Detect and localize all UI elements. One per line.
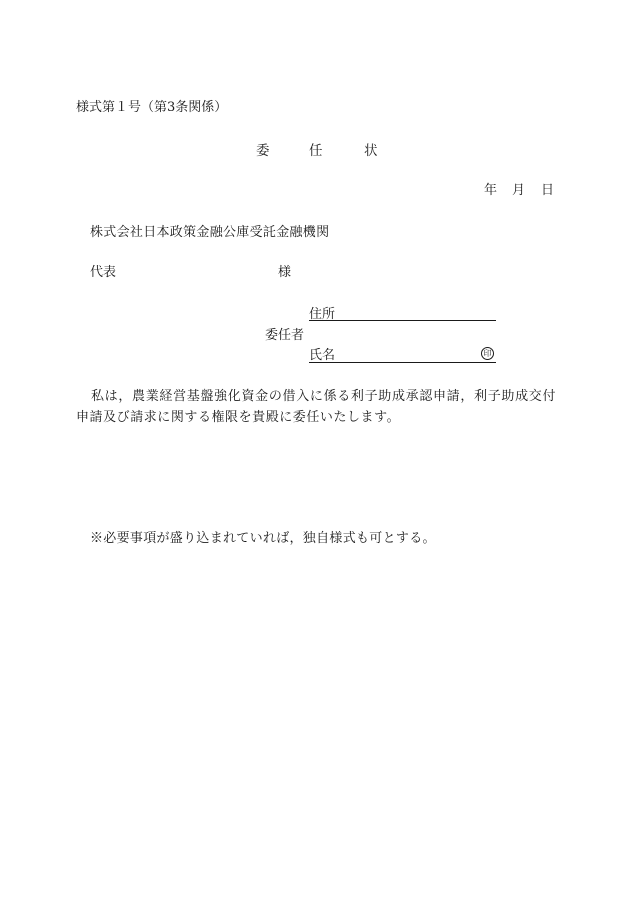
seal-icon: 印 <box>481 347 494 360</box>
agent-address-line <box>309 320 496 321</box>
date-year-label: 年 <box>484 183 498 198</box>
addressee-organization: 株式会社日本政策金融公庫受託金融機関 <box>90 225 330 240</box>
document-title-char-2: 任 <box>309 143 323 159</box>
document-title-char-3: 状 <box>364 143 378 159</box>
footnote: ※必要事項が盛り込まれていれば，独自様式も可とする。 <box>90 531 436 546</box>
date-day-label: 日 <box>541 183 555 198</box>
body-text: 私は，農業経営基盤強化資金の借入に係る利子助成承認申請，利子助成交付申請及び請求に関する権限を貴殿に委任いたします。 <box>76 389 556 425</box>
agent-address-label: 住所 <box>309 307 336 322</box>
addressee-honorific: 様 <box>278 265 292 280</box>
agent-name-line <box>309 362 496 363</box>
agent-label: 委任者 <box>265 328 305 343</box>
document-title-char-1: 委 <box>256 143 270 159</box>
addressee-representative: 代表 <box>90 265 117 280</box>
date-month-label: 月 <box>512 183 526 198</box>
form-number: 様式第１号（第3条関係） <box>76 100 228 115</box>
agent-name-label: 氏名 <box>309 348 336 363</box>
